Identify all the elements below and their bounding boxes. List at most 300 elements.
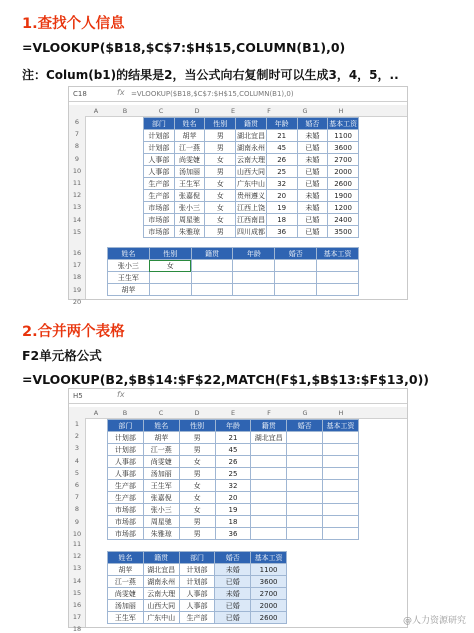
cell[interactable] xyxy=(149,272,191,284)
table-row[interactable] xyxy=(107,226,359,238)
employee-table-1 xyxy=(107,117,359,238)
cell[interactable]: 市场部 xyxy=(144,226,175,238)
cell[interactable] xyxy=(251,468,287,480)
cell[interactable] xyxy=(275,272,317,284)
cell[interactable]: 计划部 xyxy=(144,142,175,154)
table-row[interactable] xyxy=(108,528,359,540)
column-header[interactable]: E xyxy=(230,107,236,115)
cell[interactable]: 湖北宜昌 xyxy=(251,432,287,444)
cell[interactable]: 湖南永州 xyxy=(143,576,179,588)
table-row[interactable] xyxy=(107,202,359,214)
cell[interactable]: 21 xyxy=(215,432,251,444)
cell[interactable]: 尚雯婕 xyxy=(108,588,144,600)
cell[interactable]: 21 xyxy=(266,130,297,142)
column-header[interactable]: C xyxy=(158,409,164,417)
table-row[interactable] xyxy=(108,260,359,272)
cell[interactable]: 25 xyxy=(266,166,297,178)
row-header[interactable]: 16 xyxy=(72,601,82,609)
cell[interactable] xyxy=(107,166,144,178)
column-title[interactable]: 年龄 xyxy=(215,420,251,432)
column-header[interactable]: G xyxy=(302,107,308,115)
column-title[interactable]: 性别 xyxy=(149,248,191,260)
cell[interactable]: 王生军 xyxy=(143,480,179,492)
table-row[interactable] xyxy=(107,178,359,190)
cell[interactable] xyxy=(251,516,287,528)
cell[interactable]: 江一燕 xyxy=(143,444,179,456)
cell[interactable]: 四川成都 xyxy=(236,227,265,236)
cell[interactable]: 男 xyxy=(205,142,236,154)
column-header[interactable]: D xyxy=(194,107,200,115)
row-header[interactable]: 9 xyxy=(74,517,80,526)
cell[interactable]: 江一燕 xyxy=(174,142,205,154)
employee-table-2 xyxy=(107,419,359,540)
cell[interactable]: 18 xyxy=(215,516,251,528)
cell[interactable]: 计划部 xyxy=(179,576,215,588)
cell[interactable]: 男 xyxy=(179,432,215,444)
cell[interactable]: 江西上饶 xyxy=(236,203,265,212)
cell[interactable] xyxy=(317,272,359,284)
column-header[interactable]: D xyxy=(194,409,200,417)
row-header[interactable]: 6 xyxy=(74,481,80,489)
row-header[interactable]: 3 xyxy=(74,444,80,453)
cell[interactable]: 女 xyxy=(179,480,215,492)
cell[interactable]: 45 xyxy=(266,142,297,154)
cell[interactable]: 湖北宜昌 xyxy=(236,131,265,140)
cell[interactable]: 32 xyxy=(215,480,251,492)
cell[interactable] xyxy=(251,504,287,516)
cell[interactable] xyxy=(287,504,323,516)
row-header[interactable]: 6 xyxy=(74,118,80,126)
cell[interactable]: 19 xyxy=(266,202,297,214)
cell[interactable] xyxy=(287,468,323,480)
cell[interactable]: 已婚 xyxy=(215,600,251,612)
cell[interactable]: 周星驰 xyxy=(143,516,179,528)
cell[interactable] xyxy=(233,260,275,272)
cell[interactable] xyxy=(251,528,287,540)
cell[interactable] xyxy=(251,492,287,504)
cell[interactable]: 32 xyxy=(266,178,297,190)
column-title[interactable]: 年龄 xyxy=(266,118,297,130)
column-title[interactable]: 籍贯 xyxy=(143,552,179,564)
cell[interactable]: 女 xyxy=(205,202,236,214)
cell[interactable]: 人事部 xyxy=(144,154,175,166)
cell[interactable] xyxy=(107,202,144,214)
column-title[interactable]: 性别 xyxy=(179,420,215,432)
row-header[interactable]: 10 xyxy=(72,529,82,538)
cell[interactable] xyxy=(323,492,359,504)
row-header[interactable]: 1 xyxy=(74,420,80,428)
cell[interactable] xyxy=(191,260,233,272)
cell[interactable]: 广东中山 xyxy=(143,612,179,624)
cell[interactable]: 市场部 xyxy=(108,528,144,540)
column-header[interactable]: A xyxy=(93,107,99,115)
cell[interactable]: 女 xyxy=(205,178,236,190)
row-header[interactable]: 14 xyxy=(72,215,82,224)
cell[interactable]: 3600 xyxy=(328,142,359,154)
cell[interactable]: 王生军 xyxy=(108,612,144,624)
cell[interactable] xyxy=(287,516,323,528)
cell[interactable] xyxy=(275,284,317,296)
column-title[interactable]: 婚否 xyxy=(275,248,317,260)
cell[interactable]: 贵州遵义 xyxy=(236,191,265,200)
cell[interactable]: 市场部 xyxy=(144,202,175,214)
cell[interactable]: 已婚 xyxy=(215,612,251,624)
cell[interactable] xyxy=(107,130,144,142)
cell[interactable]: 湖南永州 xyxy=(236,143,265,152)
cell[interactable] xyxy=(107,214,144,226)
cell[interactable]: 生产部 xyxy=(144,178,175,190)
row-header[interactable]: 2 xyxy=(74,432,80,441)
row-header[interactable]: 19 xyxy=(72,285,82,294)
cell[interactable]: 未婚 xyxy=(297,130,328,142)
cell[interactable] xyxy=(251,444,287,456)
row-header[interactable]: 20 xyxy=(72,297,82,306)
row-header[interactable]: 15 xyxy=(72,588,82,597)
fx-icon: fx xyxy=(117,88,125,97)
cell[interactable] xyxy=(287,456,323,468)
cell[interactable]: 36 xyxy=(215,528,251,540)
column-header[interactable]: B xyxy=(122,107,128,115)
column-title[interactable]: 婚否 xyxy=(287,420,323,432)
cell[interactable]: 王生军 xyxy=(108,272,150,284)
cell[interactable]: 45 xyxy=(215,444,251,456)
cell[interactable] xyxy=(275,260,317,272)
row-header[interactable]: 18 xyxy=(72,625,82,633)
row-header[interactable]: 11 xyxy=(72,179,82,187)
column-title[interactable]: 年龄 xyxy=(233,248,275,260)
lookup-table-1 xyxy=(107,247,359,296)
row-header[interactable]: 12 xyxy=(72,552,82,561)
column-header[interactable]: C xyxy=(158,107,164,115)
cell[interactable] xyxy=(287,444,323,456)
table-row[interactable] xyxy=(108,272,359,284)
cell[interactable]: 女 xyxy=(205,190,236,202)
table-row[interactable] xyxy=(107,154,359,166)
row-header[interactable]: 8 xyxy=(74,505,80,514)
cell[interactable]: 人事部 xyxy=(179,600,215,612)
row-header[interactable]: 18 xyxy=(72,273,82,282)
cell[interactable] xyxy=(287,432,323,444)
cell[interactable] xyxy=(107,118,144,130)
row-header[interactable]: 7 xyxy=(74,493,80,502)
table-row[interactable] xyxy=(108,456,359,468)
column-title[interactable]: 籍贯 xyxy=(236,118,267,130)
cell[interactable]: 26 xyxy=(266,154,297,166)
table-row[interactable] xyxy=(108,444,359,456)
column-title[interactable]: 基本工资 xyxy=(317,248,359,260)
cell[interactable]: 1100 xyxy=(251,564,287,576)
cell[interactable]: 人事部 xyxy=(108,456,144,468)
cell[interactable]: 张小三 xyxy=(143,504,179,516)
cell[interactable]: 计划部 xyxy=(108,432,144,444)
column-headers-1 xyxy=(69,105,407,117)
cell[interactable]: 已婚 xyxy=(215,576,251,588)
section2-subtitle: F2单元格公式 xyxy=(22,348,102,363)
cell[interactable] xyxy=(107,178,144,190)
column-header[interactable]: A xyxy=(93,409,99,417)
cell[interactable]: 男 xyxy=(205,166,236,178)
section1-formula: =VLOOKUP($B18,$C$7:$H$15,COLUMN(B1),0) xyxy=(22,40,346,55)
section1-note: 注：Colum(b1)的结果是2，当公式向右复制时可以生成3，4，5，.. xyxy=(22,68,399,82)
cell[interactable]: 女 xyxy=(205,154,236,166)
cell[interactable] xyxy=(323,528,359,540)
cell[interactable]: 已婚 xyxy=(297,142,328,154)
table-row[interactable] xyxy=(108,516,359,528)
table-row[interactable] xyxy=(108,468,359,480)
cell[interactable]: 人事部 xyxy=(179,588,215,600)
cell[interactable]: 未婚 xyxy=(215,564,251,576)
column-title[interactable]: 性别 xyxy=(205,118,236,130)
formula-bar-text-1[interactable]: =VLOOKUP($B18,$C$7:$H$15,COLUMN(B1),0) xyxy=(131,90,294,98)
cell[interactable] xyxy=(191,284,233,296)
cell[interactable]: 王生军 xyxy=(174,178,205,190)
name-box-1[interactable]: C18 xyxy=(73,90,87,98)
cell[interactable]: 生产部 xyxy=(108,492,144,504)
cell[interactable]: 计划部 xyxy=(144,130,175,142)
row-header[interactable]: 13 xyxy=(72,564,82,573)
cell[interactable]: 2000 xyxy=(328,166,359,178)
cell[interactable]: 2700 xyxy=(328,154,359,166)
cell[interactable]: 山西大同 xyxy=(236,167,265,176)
table-row[interactable] xyxy=(108,588,287,600)
table-row[interactable] xyxy=(108,504,359,516)
row-header[interactable]: 8 xyxy=(74,142,80,151)
cell[interactable]: 汤加丽 xyxy=(108,600,144,612)
cell[interactable]: 广东中山 xyxy=(236,179,265,188)
cell[interactable]: 周星驰 xyxy=(174,214,205,226)
cell[interactable]: 男 xyxy=(205,130,236,142)
cell[interactable]: 女 xyxy=(179,456,215,468)
cell[interactable] xyxy=(323,504,359,516)
cell[interactable]: 男 xyxy=(179,516,215,528)
row-header[interactable]: 15 xyxy=(72,227,82,236)
cell[interactable]: 张小三 xyxy=(108,260,150,272)
table-row[interactable] xyxy=(107,190,359,202)
name-box-2[interactable]: H5 xyxy=(73,392,83,400)
spreadsheet-1 xyxy=(68,86,408,306)
cell[interactable]: 已婚 xyxy=(297,214,328,226)
cell[interactable] xyxy=(251,456,287,468)
cell[interactable]: 江西南昌 xyxy=(236,215,265,224)
cell[interactable]: 市场部 xyxy=(108,516,144,528)
cell[interactable]: 20 xyxy=(215,492,251,504)
cell[interactable]: 25 xyxy=(215,468,251,480)
column-headers-2 xyxy=(69,407,407,419)
row-headers-2 xyxy=(69,418,86,633)
fx-icon: fx xyxy=(117,390,125,399)
cell[interactable]: 男 xyxy=(205,226,236,238)
table-row[interactable] xyxy=(108,432,359,444)
cell[interactable]: 1900 xyxy=(328,190,359,202)
row-header[interactable]: 9 xyxy=(74,154,80,163)
cell[interactable]: 胡苹 xyxy=(108,284,150,296)
cell[interactable]: 生产部 xyxy=(179,612,215,624)
cell[interactable]: 生产部 xyxy=(144,190,175,202)
column-header[interactable]: B xyxy=(122,409,128,417)
table-row[interactable] xyxy=(107,130,359,142)
cell[interactable]: 女 xyxy=(179,492,215,504)
cell[interactable] xyxy=(323,468,359,480)
row-header[interactable]: 17 xyxy=(72,261,82,270)
cell[interactable] xyxy=(317,260,359,272)
cell[interactable]: 已婚 xyxy=(297,166,328,178)
cell[interactable]: 19 xyxy=(215,504,251,516)
table-row[interactable] xyxy=(108,576,287,588)
cell[interactable]: 已婚 xyxy=(297,178,328,190)
cell[interactable] xyxy=(287,492,323,504)
cell[interactable] xyxy=(323,516,359,528)
cell[interactable] xyxy=(191,272,233,284)
section2-formula: =VLOOKUP(B2,$B$14:$F$22,MATCH(F$1,$B$13:$F$13,0)) xyxy=(22,372,429,387)
cell[interactable]: 1200 xyxy=(328,202,359,214)
cell[interactable]: 朱雅琼 xyxy=(174,226,205,238)
cell[interactable] xyxy=(287,528,323,540)
cell[interactable]: 女 xyxy=(205,214,236,226)
cell[interactable]: 市场部 xyxy=(144,214,175,226)
cell[interactable]: 3600 xyxy=(251,576,287,588)
cell[interactable]: 计划部 xyxy=(179,564,215,576)
column-header[interactable]: F xyxy=(267,409,271,417)
column-header[interactable]: G xyxy=(302,409,308,417)
cell[interactable]: 36 xyxy=(266,226,297,238)
row-header[interactable]: 7 xyxy=(74,130,80,139)
cell[interactable] xyxy=(251,480,287,492)
selected-cell[interactable]: 女 xyxy=(149,260,191,272)
cell[interactable]: 3500 xyxy=(328,226,359,238)
cell[interactable] xyxy=(107,190,144,202)
cell[interactable] xyxy=(233,272,275,284)
cell[interactable] xyxy=(323,444,359,456)
cell[interactable]: 朱雅琼 xyxy=(143,528,179,540)
cell[interactable]: 云南大理 xyxy=(143,588,179,600)
table-row[interactable] xyxy=(108,492,359,504)
cell[interactable] xyxy=(323,456,359,468)
column-title[interactable]: 姓名 xyxy=(174,118,205,130)
cell[interactable]: 未婚 xyxy=(297,154,328,166)
row-header[interactable]: 14 xyxy=(72,576,82,585)
table-row[interactable] xyxy=(108,612,287,624)
column-title[interactable]: 姓名 xyxy=(143,420,179,432)
column-header[interactable]: F xyxy=(267,107,271,115)
cell[interactable]: 江一燕 xyxy=(108,576,144,588)
cell[interactable]: 已婚 xyxy=(297,226,328,238)
column-title[interactable]: 籍贯 xyxy=(251,420,287,432)
column-header[interactable]: H xyxy=(338,107,344,115)
cell[interactable] xyxy=(107,226,144,238)
column-title[interactable]: 基本工资 xyxy=(329,119,358,128)
row-header[interactable]: 16 xyxy=(72,249,82,257)
table-row[interactable] xyxy=(108,564,287,576)
row-header[interactable]: 11 xyxy=(72,540,82,548)
column-title[interactable]: 婚否 xyxy=(215,552,251,564)
cell[interactable]: 胡苹 xyxy=(174,130,205,142)
cell[interactable]: 男 xyxy=(179,444,215,456)
row-headers-1 xyxy=(69,116,86,306)
cell[interactable]: 胡苹 xyxy=(143,432,179,444)
column-title[interactable]: 姓名 xyxy=(108,248,150,260)
cell[interactable]: 汤加丽 xyxy=(174,166,205,178)
cell[interactable]: 人事部 xyxy=(144,166,175,178)
cell[interactable]: 未婚 xyxy=(215,588,251,600)
row-header[interactable]: 12 xyxy=(72,191,82,200)
cell[interactable]: 20 xyxy=(266,190,297,202)
table-row[interactable] xyxy=(107,214,359,226)
spreadsheet-2 xyxy=(68,388,408,633)
cell[interactable] xyxy=(323,432,359,444)
column-title[interactable]: 籍贯 xyxy=(191,248,233,260)
table-row[interactable] xyxy=(107,142,359,154)
table-row[interactable] xyxy=(108,600,287,612)
cell[interactable] xyxy=(107,154,144,166)
cell[interactable] xyxy=(287,480,323,492)
column-title[interactable]: 姓名 xyxy=(108,552,144,564)
row-header[interactable]: 10 xyxy=(72,166,82,175)
cell[interactable] xyxy=(323,480,359,492)
cell[interactable]: 2600 xyxy=(251,612,287,624)
column-header[interactable]: H xyxy=(338,409,344,417)
cell[interactable]: 汤加丽 xyxy=(143,468,179,480)
cell[interactable]: 湖北宜昌 xyxy=(143,564,179,576)
column-title[interactable]: 基本工资 xyxy=(323,420,359,432)
row-header[interactable]: 4 xyxy=(74,456,80,465)
cell[interactable]: 尚雯婕 xyxy=(143,456,179,468)
cell[interactable]: 26 xyxy=(215,456,251,468)
row-header[interactable]: 13 xyxy=(72,203,82,212)
cell[interactable]: 未婚 xyxy=(297,202,328,214)
cell[interactable]: 男 xyxy=(179,468,215,480)
column-title[interactable]: 基本工资 xyxy=(251,552,287,564)
column-title[interactable]: 部门 xyxy=(144,118,175,130)
column-header[interactable]: E xyxy=(230,409,236,417)
cell[interactable]: 市场部 xyxy=(108,504,144,516)
column-title[interactable]: 部门 xyxy=(108,420,144,432)
cell[interactable]: 山西大同 xyxy=(143,600,179,612)
cell[interactable]: 女 xyxy=(179,504,215,516)
cell[interactable]: 18 xyxy=(266,214,297,226)
cell[interactable]: 张嘉倪 xyxy=(174,190,205,202)
row-header[interactable]: 17 xyxy=(72,613,82,622)
cell[interactable]: 胡苹 xyxy=(108,564,144,576)
row-header[interactable]: 5 xyxy=(74,468,80,477)
cell[interactable] xyxy=(317,284,359,296)
cell[interactable]: 2000 xyxy=(251,600,287,612)
table-row[interactable] xyxy=(108,284,359,296)
cell[interactable]: 尚雯婕 xyxy=(174,154,205,166)
cell[interactable] xyxy=(149,284,191,296)
cell[interactable]: 男 xyxy=(179,528,215,540)
table-row[interactable] xyxy=(108,480,359,492)
cell[interactable] xyxy=(107,142,144,154)
source-table-2 xyxy=(107,551,287,624)
column-title[interactable]: 部门 xyxy=(179,552,215,564)
cell[interactable]: 张小三 xyxy=(174,202,205,214)
cell[interactable]: 人事部 xyxy=(108,468,144,480)
formula-bar-2 xyxy=(69,389,407,404)
cell[interactable]: 1100 xyxy=(328,130,359,142)
table-row[interactable] xyxy=(107,166,359,178)
cell[interactable]: 张嘉倪 xyxy=(143,492,179,504)
cell[interactable]: 2400 xyxy=(328,214,359,226)
column-title[interactable]: 婚否 xyxy=(297,118,328,130)
cell[interactable]: 2700 xyxy=(251,588,287,600)
cell[interactable]: 生产部 xyxy=(108,480,144,492)
cell[interactable]: 2600 xyxy=(328,178,359,190)
watermark: @人力资源研究 xyxy=(402,616,466,626)
cell[interactable]: 未婚 xyxy=(297,190,328,202)
cell[interactable]: 云南大理 xyxy=(236,155,265,164)
cell[interactable] xyxy=(233,284,275,296)
cell[interactable]: 计划部 xyxy=(108,444,144,456)
